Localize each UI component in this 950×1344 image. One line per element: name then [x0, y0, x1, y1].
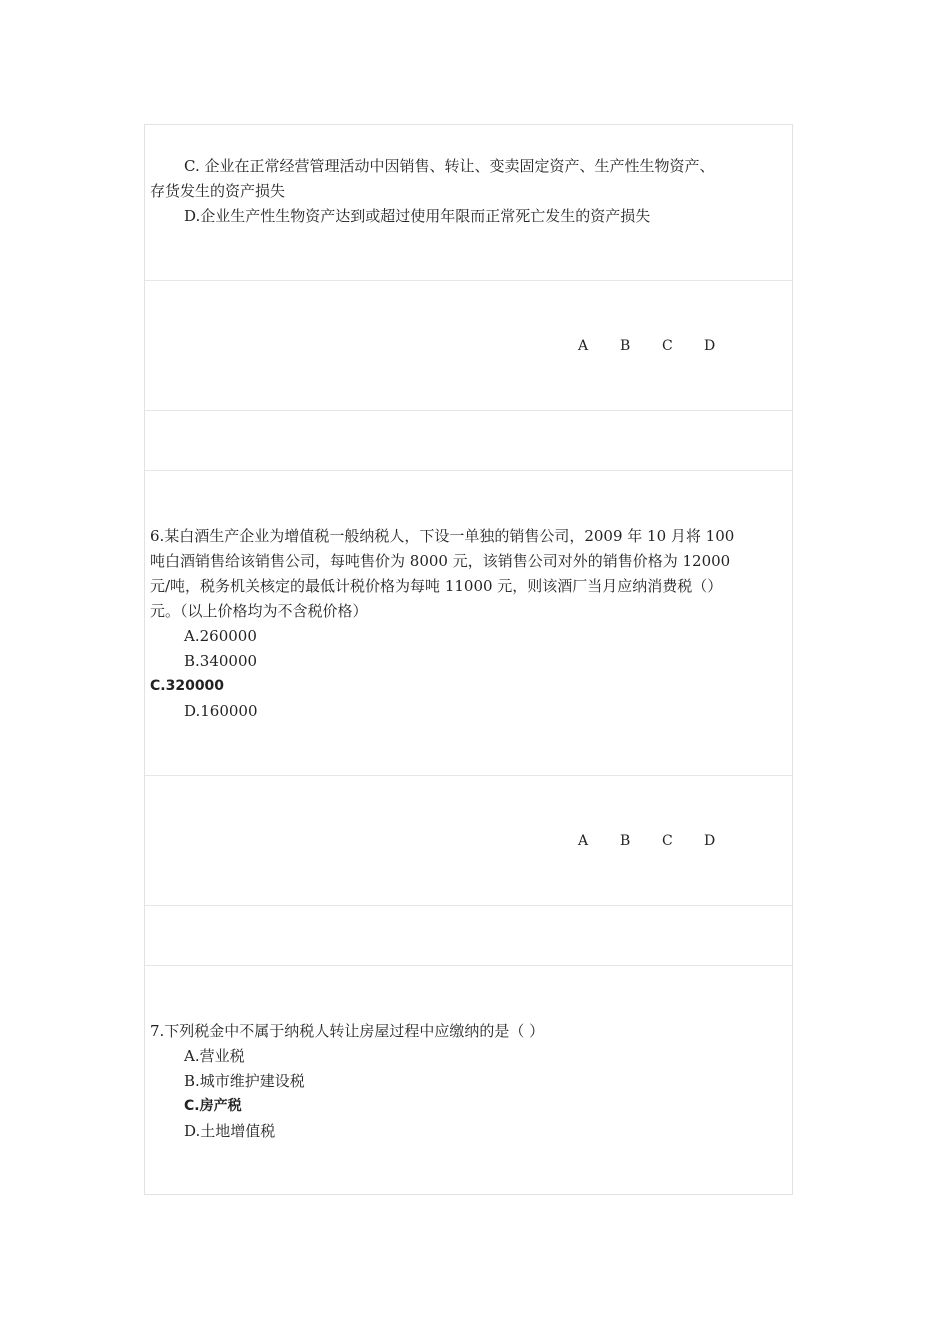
q6-answer-cell [145, 776, 792, 906]
q6-answer-choices [578, 833, 746, 849]
q6-option-b: B.340000 [184, 652, 258, 670]
q7-question-cell [145, 966, 792, 1196]
q5-choice-d[interactable]: D [704, 338, 716, 354]
q6-question-cell [145, 471, 792, 776]
q5-choice-b[interactable]: B [620, 338, 631, 354]
q5-answer-cell [145, 281, 792, 411]
q5-choice-c[interactable]: C [662, 338, 673, 354]
q6-stem-line1: 6.某白酒生产企业为增值税一般纳税人，下设一单独的销售公司，2009 年 10 月将 100 [150, 527, 735, 545]
q6-option-d: D.160000 [184, 702, 258, 720]
q7-option-a: A.营业税 [184, 1047, 245, 1065]
q6-stem-line3: 元/吨，税务机关核定的最低计税价格为每吨 11000 元，则该酒厂当月应纳消费税（） [150, 577, 723, 595]
q6-option-c: C.320000 [150, 678, 225, 694]
q6-choice-d[interactable]: D [704, 833, 716, 849]
q7-option-d: D.土地增值税 [184, 1122, 276, 1140]
question-table [144, 124, 793, 1195]
q6-stem-line4: 元。（以上价格均为不含税价格） [150, 602, 368, 620]
q5-answer-choices [578, 338, 746, 354]
q6-choice-b[interactable]: B [620, 833, 631, 849]
q5-option-c-line1: C. 企业在正常经营管理活动中因销售、转让、变卖固定资产、生产性生物资产、 [184, 157, 715, 175]
q5-option-c-line2: 存货发生的资产损失 [150, 182, 286, 200]
q6-choice-c[interactable]: C [662, 833, 673, 849]
q5-blank-cell [145, 411, 792, 471]
q6-choice-a[interactable]: A [578, 833, 589, 849]
q6-stem-line2: 吨白酒销售给该销售公司，每吨售价为 8000 元，该销售公司对外的销售价格为 12000 [150, 552, 731, 570]
q6-option-a: A.260000 [184, 627, 257, 645]
q7-stem: 7.下列税金中不属于纳税人转让房屋过程中应缴纳的是（ ） [150, 1022, 545, 1040]
q6-blank-cell [145, 906, 792, 966]
q7-option-c: C.房产税 [184, 1098, 242, 1114]
q5-choice-a[interactable]: A [578, 338, 589, 354]
q7-option-b: B.城市维护建设税 [184, 1072, 305, 1090]
q5-option-d: D.企业生产性生物资产达到或超过使用年限而正常死亡发生的资产损失 [184, 207, 651, 225]
q5-options-cell [145, 125, 792, 281]
